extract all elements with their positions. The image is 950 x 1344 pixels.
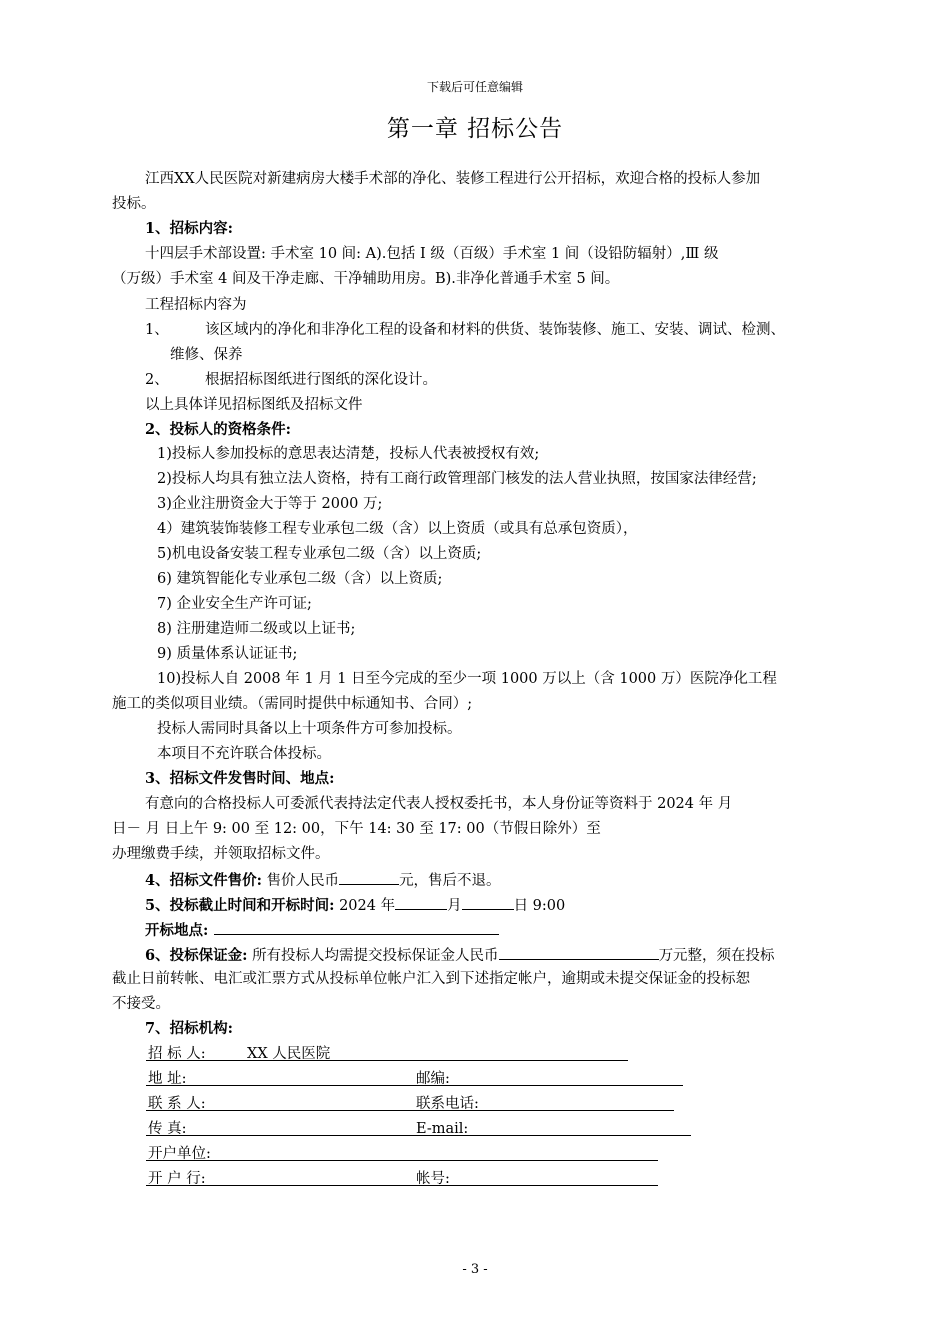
account-number-label: 帐号:: [416, 1171, 450, 1187]
section-4-heading: 4、招标文件售价:: [145, 872, 262, 889]
qualification-item: 9) 质量体系认证证书;: [157, 646, 298, 662]
qualification-item: 7) 企业安全生产许可证;: [157, 596, 312, 612]
deposit-suffix: 万元整，须在投标: [658, 948, 775, 964]
section-1-line-2: （万级）手术室 4 间及干净走廊、干净辅助用房。B).非净化普通手术室 5 间。: [112, 271, 620, 287]
intro-line-1: 江西XX人民医院对新建病房大楼手术部的净化、装修工程进行公开招标，欢迎合格的投标人参加: [145, 171, 761, 187]
contact-underline: [146, 1110, 674, 1111]
qualification-item-10-cont: 施工的类似项目业绩。（需同时提供中标通知书、合同）;: [112, 696, 473, 712]
opening-location-heading: 开标地点:: [145, 922, 209, 939]
section-5-line: [145, 895, 565, 915]
qualification-item: 1)投标人参加投标的意思表达清楚，投标人代表被授权有效;: [157, 446, 540, 462]
section-5-heading: 5、投标截止时间和开标时间:: [145, 897, 335, 914]
section-3-heading: 3、招标文件发售时间、地点:: [145, 770, 335, 787]
qualification-item: 6) 建筑智能化专业承包二级（含）以上资质;: [157, 571, 443, 587]
tenderer-value: XX 人民医院: [247, 1046, 331, 1062]
section-1-item-2-number: 2、: [145, 372, 169, 388]
qualification-item: 3)企业注册资金大于等于 2000 万;: [157, 496, 383, 512]
deadline-day-blank: [462, 895, 514, 910]
section-1-line-1: 十四层手术部设置: 手术室 10 间: A).包括 I 级（百级）手术室 1 间（设铅防辐射）,Ⅲ 级: [145, 246, 719, 262]
deposit-text: 所有投标人均需提交投标保证金人民币: [252, 948, 499, 964]
section-1-item-1-number: 1、: [145, 322, 169, 338]
section-6-line-2: 截止日前转帐、电汇或汇票方式从投标单位帐户汇入到下述指定帐户，逾期或未提交保证金的投标恕: [112, 971, 750, 987]
deposit-amount-blank: [499, 945, 659, 960]
bank-label: 开 户 行:: [148, 1171, 206, 1187]
intro-line-2: 投标。: [112, 196, 156, 212]
qualification-item: 5)机电设备安装工程专业承包二级（含）以上资质;: [157, 546, 482, 562]
section-6-line-3: 不接受。: [112, 996, 170, 1012]
page-number: - 3 -: [462, 1262, 488, 1277]
section-1-heading: 1、招标内容:: [145, 220, 233, 237]
section-3-line-1: 有意向的合格投标人可委派代表持法定代表人授权委托书，本人身份证等资料于 2024 年 月: [145, 796, 733, 812]
section-4-price-suffix: 元，售后不退。: [399, 873, 501, 889]
qualification-item: 8) 注册建造师二级或以上证书;: [157, 621, 356, 637]
qualification-note-2: 本项目不充许联合体投标。: [157, 746, 331, 762]
section-2-heading: 2、投标人的资格条件:: [145, 421, 291, 438]
section-4-line: [145, 870, 501, 890]
section-1-item-1-text: 该区域内的净化和非净化工程的设备和材料的供货、装饰装修、施工、安装、调试、检测、: [205, 322, 785, 338]
fax-underline: [146, 1135, 691, 1136]
header-note: 下载后可任意编辑: [426, 80, 523, 94]
section-1-item-1-cont: 维修、保养: [170, 347, 243, 363]
deadline-month: 月: [447, 898, 462, 914]
opening-location-blank: [214, 920, 499, 935]
contact-label: 联 系 人:: [148, 1096, 206, 1112]
email-label: E-mail:: [416, 1121, 469, 1137]
qualification-item-10: 10)投标人自 2008 年 1 月 1 日至今完成的至少一项 1000 万以上（含 1000 万）医院净化工程: [157, 671, 777, 687]
section-4-price-label: 售价人民币: [266, 873, 340, 889]
account-unit-label: 开户单位:: [148, 1146, 211, 1162]
price-blank: [339, 870, 399, 885]
fax-label: 传 真:: [148, 1121, 187, 1137]
tenderer-label: 招 标 人:: [148, 1046, 206, 1062]
phone-label: 联系电话:: [416, 1096, 479, 1112]
postcode-label: 邮编:: [416, 1071, 450, 1087]
section-1-line-3: 工程招标内容为: [145, 297, 247, 313]
section-6-line-1: [145, 945, 775, 965]
section-5b-line: [145, 920, 499, 940]
section-1-item-2-text: 根据招标图纸进行图纸的深化设计。: [205, 372, 437, 388]
qualification-item: 2)投标人均具有独立法人资格，持有工商行政管理部门核发的法人营业执照，按国家法律经营;: [157, 471, 757, 487]
qualification-note-1: 投标人需同时具备以上十项条件方可参加投标。: [157, 721, 462, 737]
deadline-month-blank: [395, 895, 447, 910]
section-3-line-2: 日－ 月 日上午 9: 00 至 12: 00，下午 14: 30 至 17: 00（节假日除外）至: [112, 821, 601, 837]
page-title: 第一章 招标公告: [386, 116, 564, 142]
section-7-heading: 7、招标机构:: [145, 1020, 233, 1037]
section-3-line-3: 办理缴费手续，并领取招标文件。: [112, 846, 330, 862]
section-6-heading: 6、投标保证金:: [145, 947, 248, 964]
deadline-day: 日 9:00: [513, 898, 566, 914]
qualification-item: 4）建筑装饰装修工程专业承包二级（含）以上资质（或具有总承包资质），: [157, 521, 638, 537]
address-underline: [146, 1085, 683, 1086]
bank-underline: [146, 1185, 658, 1186]
tenderer-underline: [146, 1060, 628, 1061]
address-label: 地 址:: [148, 1071, 187, 1087]
deadline-year: 2024 年: [339, 898, 396, 914]
section-1-note: 以上具体详见招标图纸及招标文件: [145, 397, 363, 413]
account-unit-underline: [146, 1160, 658, 1161]
